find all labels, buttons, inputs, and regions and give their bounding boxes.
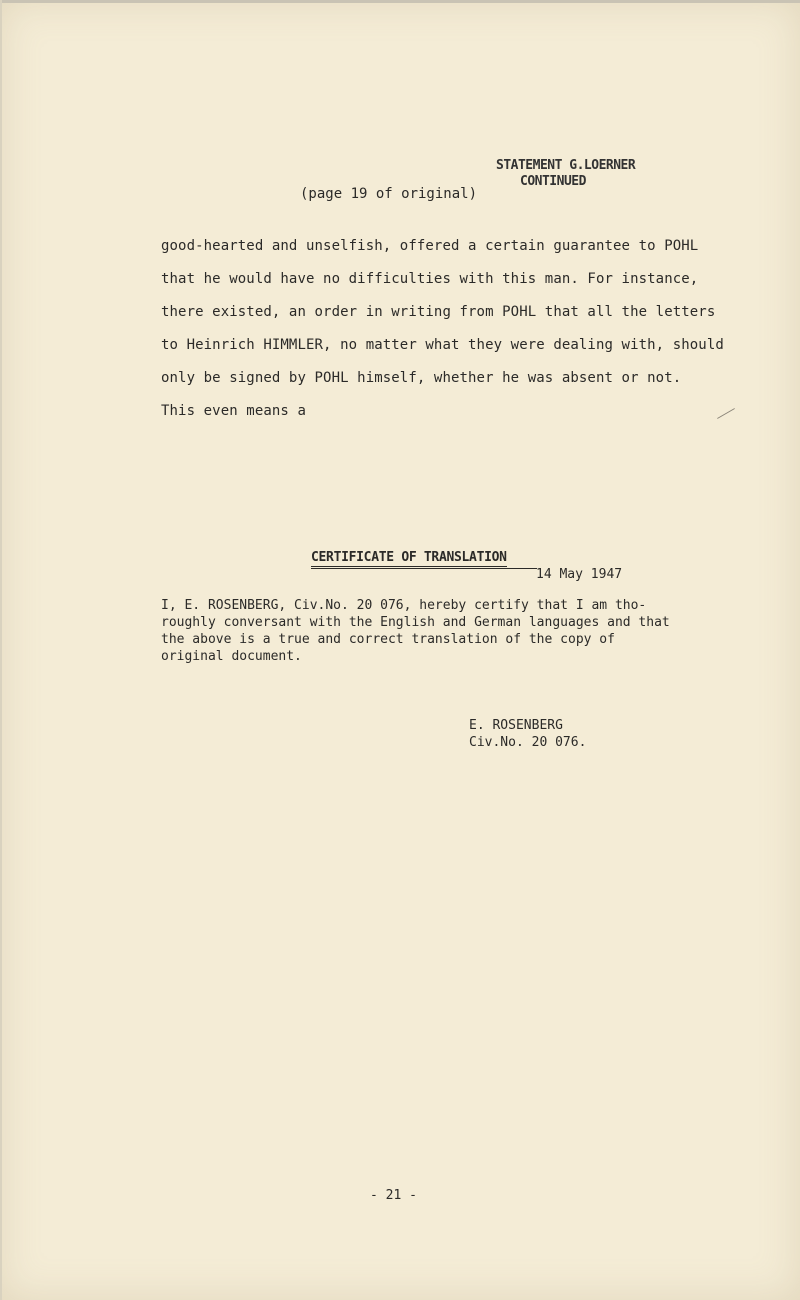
certificate-line: roughly conversant with the English and German languages and that <box>161 615 670 630</box>
header-continued: CONTINUED <box>520 174 586 189</box>
body-line: good-hearted and unselfish, offered a certain guarantee to POHL <box>161 238 699 254</box>
body-line: there existed, an order in writing from POHL that all the letters <box>161 304 716 320</box>
body-line: This even means a <box>161 403 306 419</box>
page-number: - 21 - <box>370 1188 417 1203</box>
certificate-date: 14 May 1947 <box>536 567 623 582</box>
left-border <box>0 0 2 1300</box>
page-reference: (page 19 of original) <box>300 186 478 202</box>
certificate-paragraph <box>161 597 670 665</box>
certificate-line: I, E. ROSENBERG, Civ.No. 20 076, hereby certify that I am tho- <box>161 598 647 613</box>
certificate-title-underline <box>311 568 537 569</box>
header-statement-title: STATEMENT G.LOERNER <box>496 158 636 173</box>
signature-name: E. ROSENBERG <box>469 718 563 733</box>
body-line: to Heinrich HIMMLER, no matter what they were dealing with, should <box>161 337 724 353</box>
signature-block <box>469 717 586 751</box>
signature-civ-number: Civ.No. 20 076. <box>469 735 587 750</box>
certificate-line: the above is a true and correct translation of the copy of <box>161 632 615 647</box>
body-line: only be signed by POHL himself, whether he was absent or not. <box>161 370 682 386</box>
certificate-title: CERTIFICATE OF TRANSLATION <box>311 550 507 565</box>
top-border <box>0 0 800 3</box>
body-paragraph <box>161 230 724 428</box>
certificate-line: original document. <box>161 649 302 664</box>
body-line: that he would have no difficulties with this man. For instance, <box>161 271 699 287</box>
